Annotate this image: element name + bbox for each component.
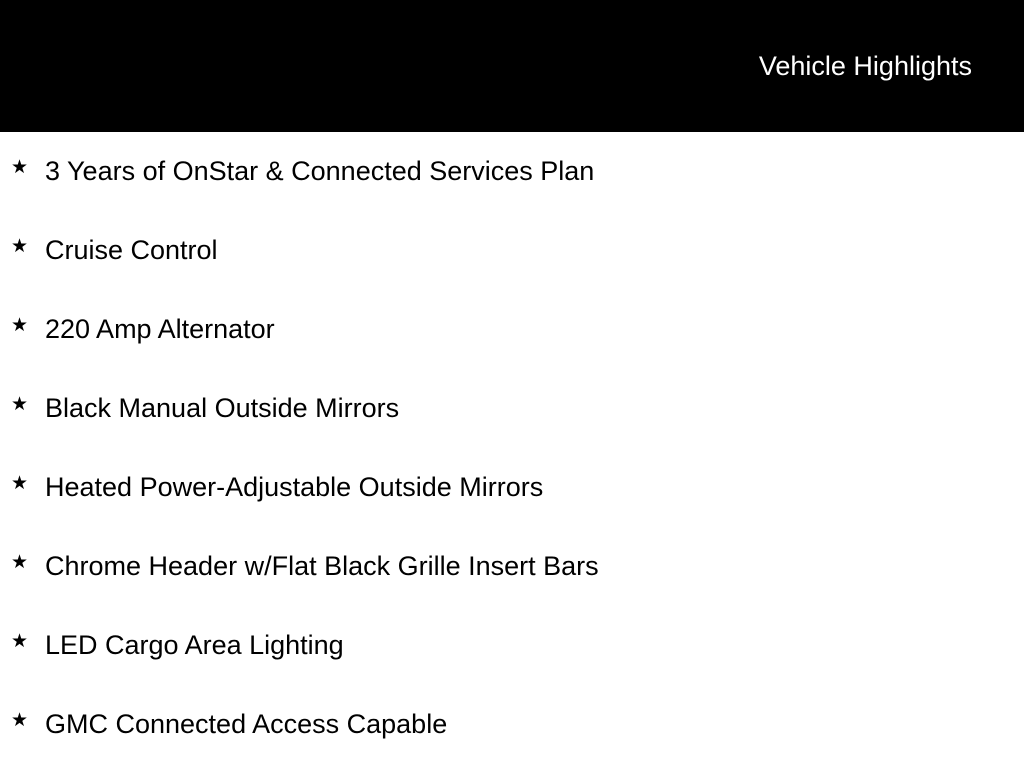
highlight-label: Chrome Header w/Flat Black Grille Insert Bars <box>45 551 599 581</box>
highlight-label: 220 Amp Alternator <box>45 314 275 344</box>
list-item <box>0 290 1024 369</box>
highlight-label: Cruise Control <box>45 235 218 265</box>
highlight-label: Heated Power-Adjustable Outside Mirrors <box>45 472 544 502</box>
star-icon: ★ <box>11 631 29 652</box>
list-item <box>0 132 1024 211</box>
list-item <box>0 369 1024 448</box>
vehicle-highlights-list <box>0 132 1024 764</box>
star-icon: ★ <box>11 315 29 336</box>
list-item <box>0 211 1024 290</box>
list-item <box>0 685 1024 764</box>
highlight-label: GMC Connected Access Capable <box>45 709 448 739</box>
highlight-label: LED Cargo Area Lighting <box>45 630 344 660</box>
highlight-label: Black Manual Outside Mirrors <box>45 393 400 423</box>
list-item <box>0 606 1024 685</box>
star-icon: ★ <box>11 552 29 573</box>
star-icon: ★ <box>11 157 29 178</box>
star-icon: ★ <box>11 710 29 731</box>
list-item <box>0 448 1024 527</box>
list-item <box>0 527 1024 606</box>
highlight-label: 3 Years of OnStar & Connected Services Plan <box>45 156 595 186</box>
page-title: Vehicle Highlights <box>758 51 972 81</box>
star-icon: ★ <box>11 236 29 257</box>
star-icon: ★ <box>11 394 29 415</box>
header-banner <box>0 0 1024 132</box>
star-icon: ★ <box>11 473 29 494</box>
